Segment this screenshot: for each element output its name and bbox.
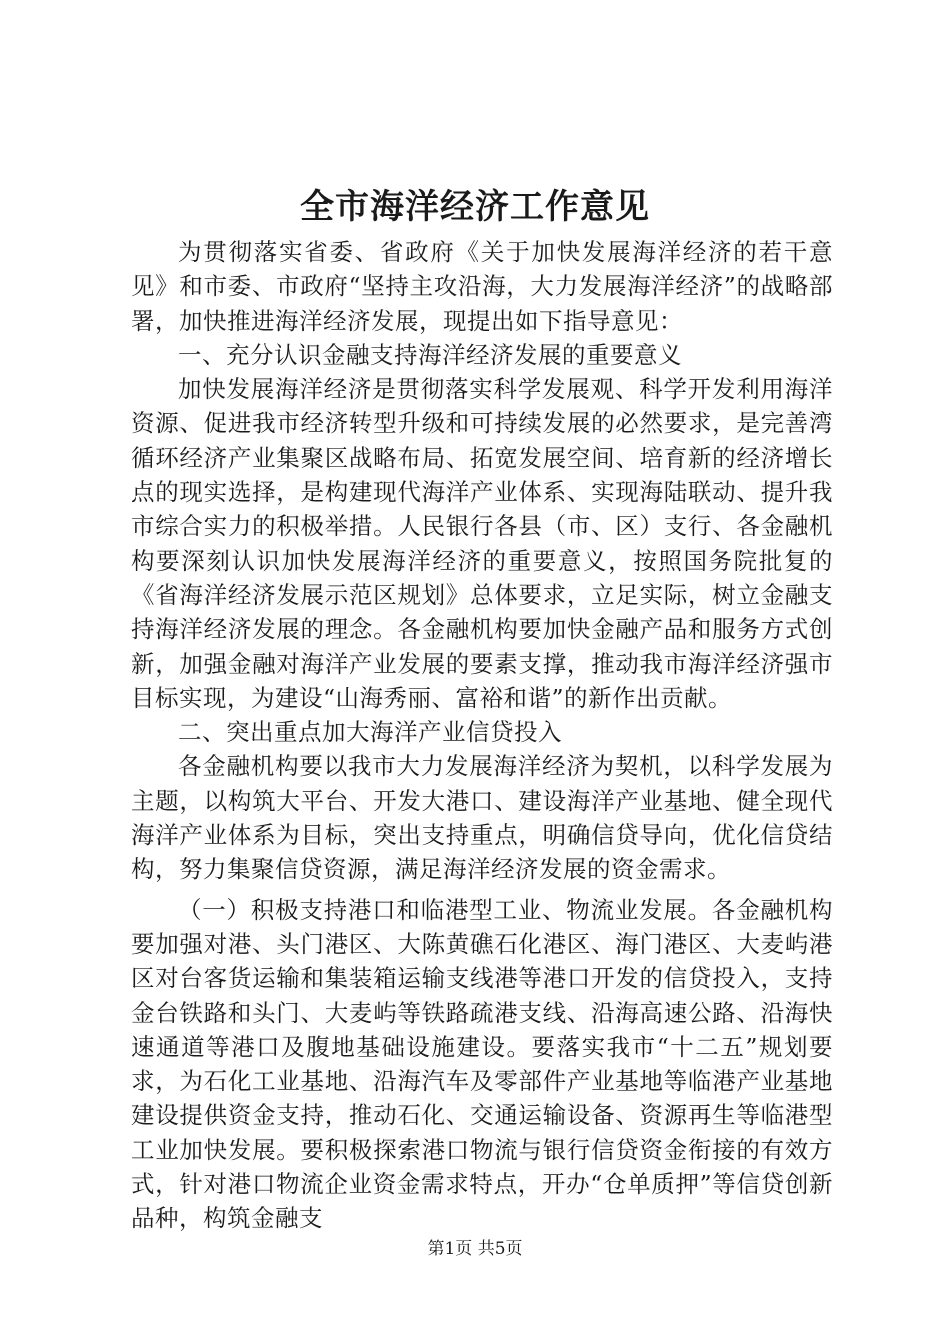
page-footer: 第1页 共5页 — [427, 1239, 523, 1259]
section-heading-2: 二、突出重点加大海洋产业信贷投入 — [178, 718, 562, 747]
subsection-1-paragraph: （一）积极支持港口和临港型工业、物流业发展。各金融机构要加强对港、头门港区、大陈黄礁石化港区、海门港区、大麦屿港区对台客货运输和集装箱运输支线港等港口开发的信贷投入，支持金台铁路和头门、大麦屿等铁路疏港支线、沿海高速公路、沿海快速通道等港口及腹地基础设施建设。要落实我市“十二五”规划要求，为石化工业基地、沿海汽车及零部件产业基地等临港产业基地建设提供资金支持，推动石化、交通运输设备、资源再生等临港型工业加快发展。要积极探索港口物流与银行信贷资金衔接的有效方式，针对港口物流企业资金需求特点，开办“仓单质押”等信贷创新品种，构筑金融支 — [131, 895, 833, 1233]
section-2-paragraph: 各金融机构要以我市大力发展海洋经济为契机，以科学发展为主题，以构筑大平台、开发大港口、建设海洋产业基地、健全现代海洋产业体系为目标，突出支持重点，明确信贷导向，优化信贷结构，努力集聚信贷资源，满足海洋经济发展的资金需求。 — [131, 752, 833, 884]
document-body — [131, 235, 833, 1236]
document-title: 全市海洋经济工作意见 — [300, 187, 650, 227]
section-heading-1: 一、充分认识金融支持海洋经济发展的重要意义 — [178, 340, 682, 369]
intro-paragraph: 为贯彻落实省委、省政府《关于加快发展海洋经济的若干意见》和市委、市政府“坚持主攻沿海，大力发展海洋经济”的战略部署，加快推进海洋经济发展，现提出如下指导意见： — [131, 238, 833, 335]
section-1-paragraph: 加快发展海洋经济是贯彻落实科学发展观、科学开发利用海洋资源、促进我市经济转型升级和可持续发展的必然要求，是完善湾循环经济产业集聚区战略布局、拓宽发展空间、培育新的经济增长点的现实选择，是构建现代海洋产业体系、实现海陆联动、提升我市综合实力的积极举措。人民银行各县（市、区）支行、各金融机构要深刻认识加快发展海洋经济的重要意义，按照国务院批复的《省海洋经济发展示范区规划》总体要求，立足实际，树立金融支持海洋经济发展的理念。各金融机构要加快金融产品和服务方式创新，加强金融对海洋产业发展的要素支撑，推动我市海洋经济强市目标实现，为建设“山海秀丽、富裕和谐”的新作出贡献。 — [131, 375, 833, 712]
